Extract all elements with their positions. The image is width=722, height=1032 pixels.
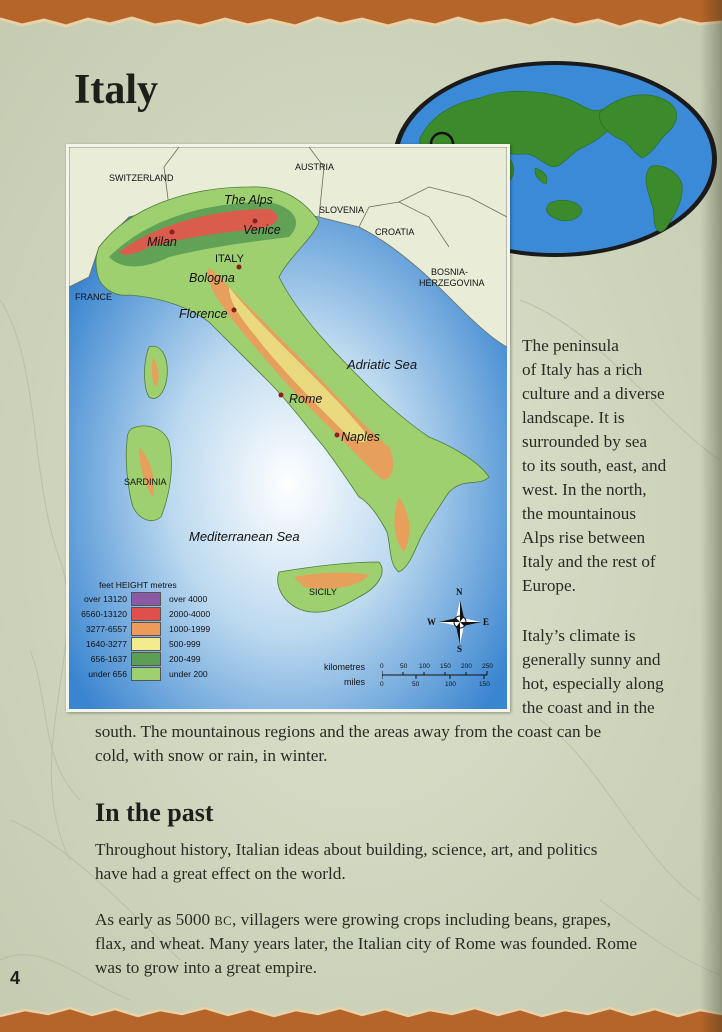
legend-swatch: [131, 607, 161, 621]
climate-line: generally sunny and: [522, 650, 661, 669]
past-line: flax, and wheat. Many years later, the Italian city of Rome was founded. Rome: [95, 934, 637, 953]
page-title: Italy: [74, 67, 158, 113]
climate-line: Italy’s climate is: [522, 626, 636, 645]
intro-line: of Italy has a rich: [522, 360, 643, 379]
label-florence: Florence: [179, 307, 228, 321]
scale-mi-tick: 150: [479, 681, 490, 688]
legend-row: [69, 622, 269, 637]
legend-row: [69, 667, 269, 682]
legend-swatch: [131, 622, 161, 636]
label-slovenia: SLOVENIA: [319, 205, 365, 215]
label-switzerland: SWITZERLAND: [109, 173, 174, 183]
legend-metres: under 200: [169, 669, 208, 679]
legend-row: [69, 652, 269, 667]
legend-row: [69, 592, 269, 607]
intro-line: The peninsula: [522, 336, 619, 355]
torn-bottom-edge: [0, 992, 722, 1032]
past-line: Throughout history, Italian ideas about building, science, art, and politics: [95, 840, 598, 859]
legend-row: [69, 637, 269, 652]
page-number: 4: [10, 968, 21, 988]
legend-metres: 200-499: [169, 654, 201, 664]
intro-line: Europe.: [522, 576, 576, 595]
legend-row: [69, 607, 269, 622]
section-heading-in-the-past: In the past: [95, 798, 214, 827]
italy-relief-map: [66, 144, 510, 712]
label-sardinia: SARDINIA: [124, 477, 167, 487]
legend-feet: 3277-6557: [85, 624, 127, 634]
compass-e: E: [483, 617, 490, 627]
legend-feet: 656-1637: [90, 654, 127, 664]
past-line: have had a great effect on the world.: [95, 864, 346, 883]
intro-line: Alps rise between: [522, 528, 646, 547]
intro-line: Italy and the rest of: [522, 552, 656, 571]
label-herzegovina: HERZEGOVINA: [419, 278, 485, 288]
scale-mi-tick: 0: [380, 681, 384, 688]
legend-metres: over 4000: [169, 594, 208, 604]
legend-metres: 500-999: [169, 639, 201, 649]
intro-line: west. In the north,: [522, 480, 647, 499]
scale-km-tick: 100: [419, 663, 430, 670]
legend-metres: 2000-4000: [169, 609, 211, 619]
scale-km-tick: 0: [380, 663, 384, 670]
scale-line: [382, 670, 492, 680]
scale-bar: [324, 660, 499, 690]
climate-line: the coast and in the: [522, 698, 655, 717]
legend-metres: 1000-1999: [169, 624, 211, 634]
torn-top-edge: [0, 0, 722, 60]
scale-miles-label: miles: [344, 677, 366, 687]
legend-header: feet HEIGHT metres: [99, 580, 177, 590]
past-line-start: As early as 5000: [95, 910, 215, 929]
intro-line: culture and a diverse: [522, 384, 665, 403]
legend-feet: 6560-13120: [81, 609, 127, 619]
past-line-end: , villagers were growing crops including beans, grapes,: [232, 910, 612, 929]
scale-mi-tick: 100: [445, 681, 456, 688]
label-bosnia: BOSNIA-: [431, 267, 469, 277]
label-naples: Naples: [341, 430, 380, 444]
climate-line: hot, especially along: [522, 674, 664, 693]
label-venice: Venice: [243, 223, 281, 237]
label-austria: AUSTRIA: [295, 162, 335, 172]
intro-line: to its south, east, and: [522, 456, 667, 475]
label-croatia: CROATIA: [375, 227, 415, 237]
past-line: [95, 908, 611, 933]
compass-s: S: [457, 644, 463, 654]
climate-line: cold, with snow or rain, in winter.: [95, 746, 328, 765]
label-rome: Rome: [289, 392, 323, 406]
era-bc: BC: [214, 914, 233, 928]
scale-mi-tick: 50: [412, 681, 420, 688]
legend-swatch: [131, 637, 161, 651]
scale-km-tick: 250: [482, 663, 493, 670]
intro-line: the mountainous: [522, 504, 637, 523]
scale-km-label: kilometres: [324, 662, 366, 672]
label-mediterranean-sea: Mediterranean Sea: [189, 529, 300, 544]
scale-km-tick: 150: [440, 663, 451, 670]
legend-feet: under 656: [88, 669, 127, 679]
compass-w: W: [427, 617, 436, 627]
past-line: was to grow into a great empire.: [95, 958, 317, 977]
compass-rose: [427, 587, 491, 654]
legend-swatch: [131, 592, 161, 606]
label-france: FRANCE: [75, 292, 113, 302]
legend-feet: over 13120: [83, 594, 127, 604]
label-adriatic-sea: Adriatic Sea: [347, 357, 418, 372]
climate-line: south. The mountainous regions and the areas away from the coast can be: [95, 722, 602, 741]
label-milan: Milan: [147, 235, 177, 249]
legend-swatch: [131, 652, 161, 666]
legend-feet: 1640-3277: [85, 639, 127, 649]
compass-n: N: [456, 587, 463, 597]
legend-swatch: [131, 667, 161, 681]
intro-line: surrounded by sea: [522, 432, 648, 451]
label-the-alps: The Alps: [224, 193, 273, 207]
scale-km-tick: 200: [461, 663, 472, 670]
label-bologna: Bologna: [189, 271, 235, 285]
intro-line: landscape. It is: [522, 408, 625, 427]
scale-km-tick: 50: [400, 663, 408, 670]
label-sicily: SICILY: [309, 587, 337, 597]
label-italy: ITALY: [215, 253, 244, 265]
